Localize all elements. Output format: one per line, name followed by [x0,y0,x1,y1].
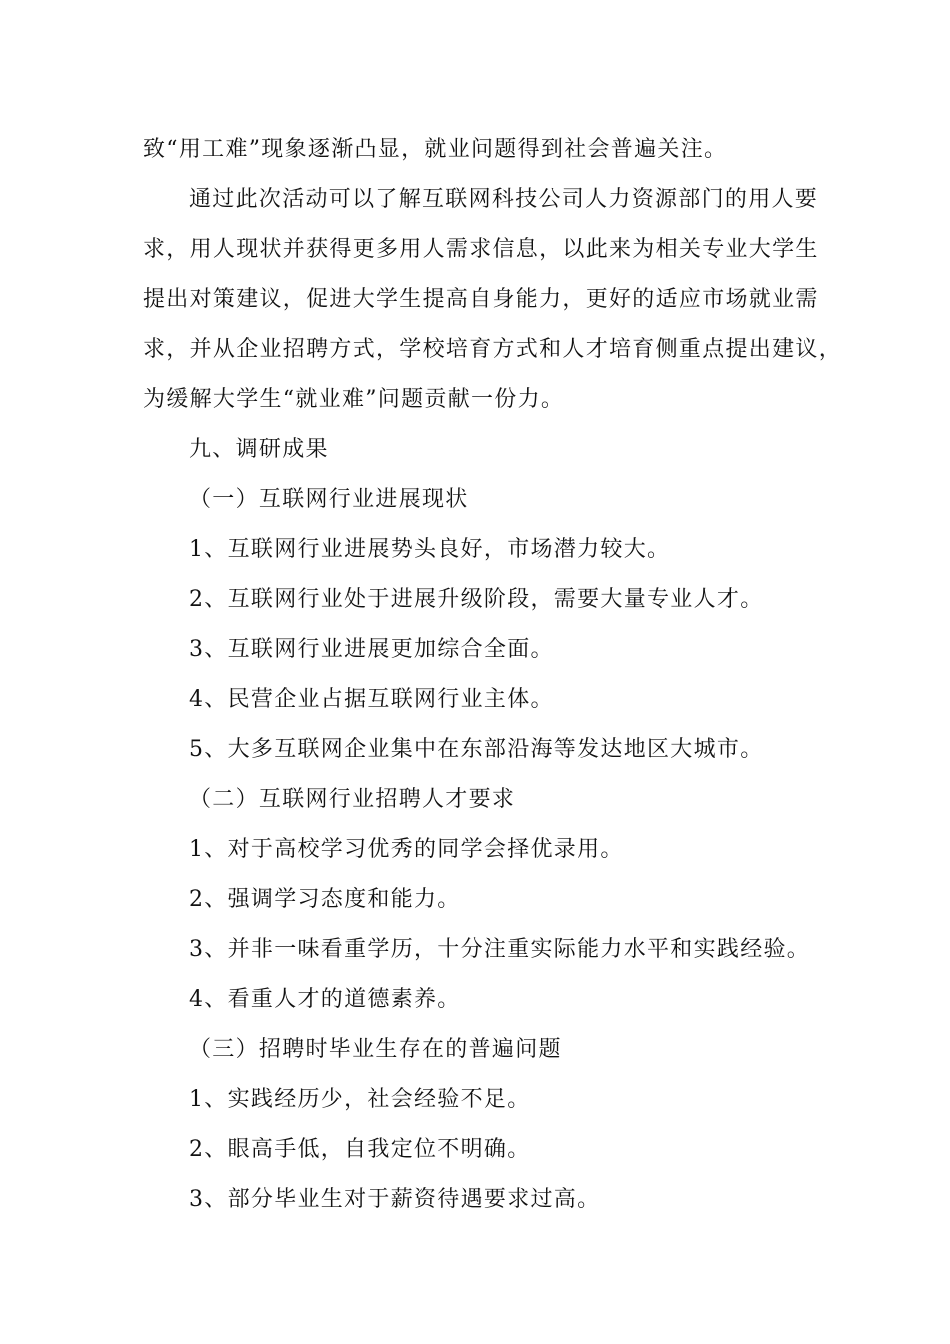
list-item: 2、互联网行业处于进展升级阶段，需要大量专业人才。 [189,587,764,612]
list-item: 3、互联网行业进展更加综合全面。 [189,637,554,662]
paragraph-line: 为缓解大学生“就业难”问题贡献一份力。 [143,387,565,412]
list-item: 4、看重人才的道德素养。 [189,987,461,1012]
list-item: 4、民营企业占据互联网行业主体。 [189,687,554,712]
subsection-heading: （三）招聘时毕业生存在的普遍问题 [189,1037,562,1062]
paragraph-line: 求，并从企业招聘方式，学校培育方式和人才培育侧重点提出建议， [143,337,843,362]
list-item: 1、互联网行业进展势头良好，市场潜力较大。 [189,537,671,562]
section-heading: 九、调研成果 [189,437,329,462]
paragraph-line: 致“用工难”现象逐渐凸显，就业问题得到社会普遍关注。 [143,137,728,162]
subsection-heading: （一）互联网行业进展现状 [189,487,469,512]
list-item: 5、大多互联网企业集中在东部沿海等发达地区大城市。 [189,737,764,762]
paragraph-line: 提出对策建议，促进大学生提高自身能力，更好的适应市场就业需 [143,287,819,312]
list-item: 1、对于高校学习优秀的同学会择优录用。 [189,837,624,862]
paragraph-line: 通过此次活动可以了解互联网科技公司人力资源部门的用人要 [189,187,819,212]
list-item: 3、并非一味看重学历，十分注重实际能力水平和实践经验。 [189,937,811,962]
subsection-heading: （二）互联网行业招聘人才要求 [189,787,516,812]
paragraph-line: 求，用人现状并获得更多用人需求信息，以此来为相关专业大学生 [143,237,819,262]
list-item: 2、眼高手低，自我定位不明确。 [189,1137,531,1162]
list-item: 3、部分毕业生对于薪资待遇要求过高。 [189,1187,601,1212]
list-item: 1、实践经历少，社会经验不足。 [189,1087,531,1112]
list-item: 2、强调学习态度和能力。 [189,887,461,912]
